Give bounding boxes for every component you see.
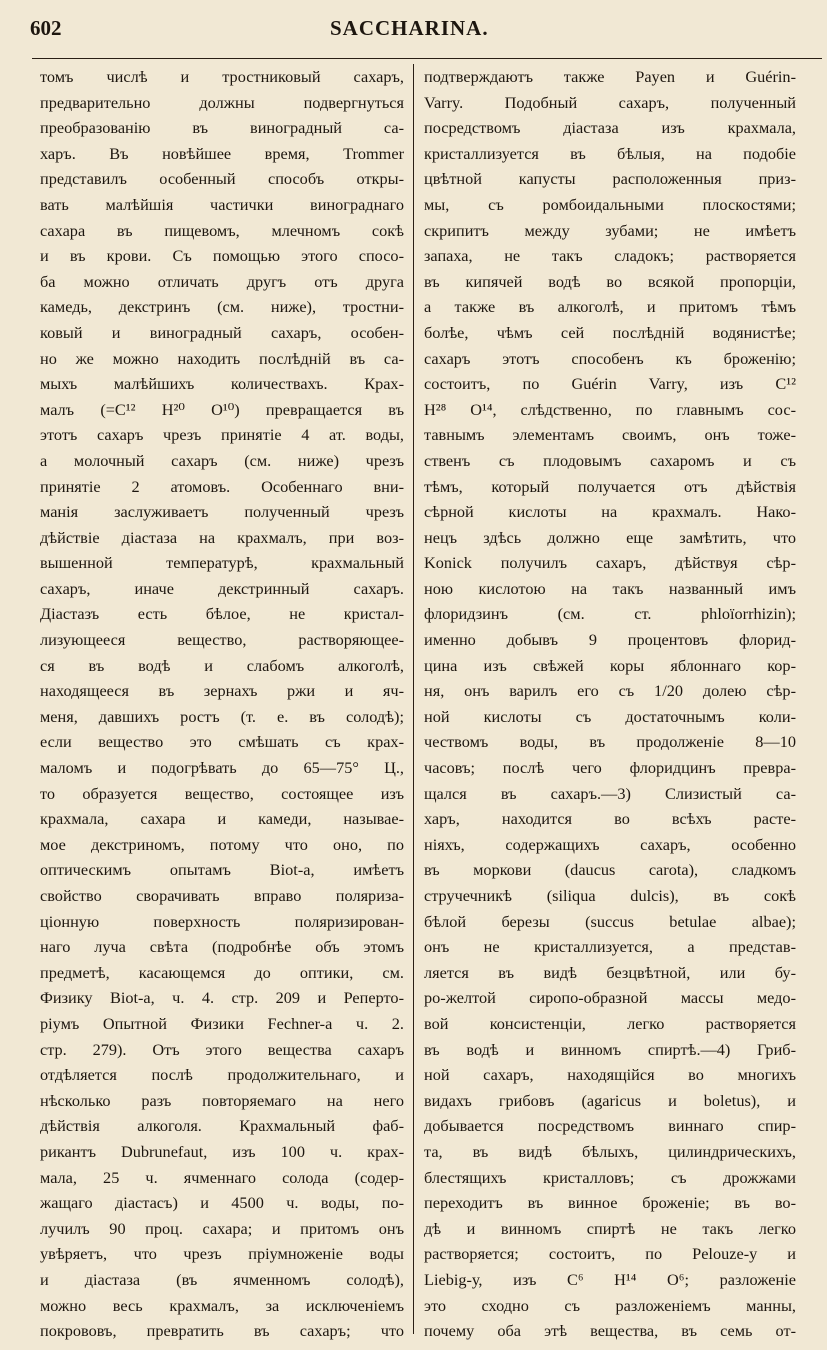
text-line: ціонную поверхность поляризирован- [40, 911, 404, 931]
text-line: въ водѣ и винномъ спиртѣ.—4) Гриб- [424, 1039, 796, 1059]
text-line: переходитъ въ винное броженіе; въ во- [424, 1193, 796, 1213]
text-line: мала, 25 ч. ячменнаго солода (содер- [40, 1167, 404, 1187]
right-text-column [424, 64, 796, 1344]
text-line: Діастазъ есть бѣлое, не кристал- [40, 604, 404, 624]
text-line: та, въ видѣ бѣлыхъ, цилиндрическихъ, [424, 1141, 796, 1161]
text-line: тѣмъ, который получается отъ дѣйствія [424, 476, 796, 496]
left-text-column [40, 64, 404, 1344]
text-line: въ кипячей водѣ во всякой пропорціи, [424, 271, 796, 291]
text-line: маломъ и подогрѣвать до 65—75° Ц., [40, 758, 404, 778]
text-line: болѣе, чѣмъ сей послѣдній водянистѣе; [424, 322, 796, 342]
text-line: покрововъ, превратить въ сахаръ; что [40, 1321, 404, 1341]
text-line: ріумъ Опытной Физики Fechner-а ч. 2. [40, 1013, 404, 1033]
text-line: ро-желтой сиропо-образной массы медо- [424, 988, 796, 1008]
text-line: камедь, декстринъ (см. ниже), тростни- [40, 297, 404, 317]
text-line: ніяхъ, содержащихъ сахаръ, особенно [424, 834, 796, 854]
text-line: ной сахаръ, находящійся во многихъ [424, 1065, 796, 1085]
text-line: мое декстриномъ, потому что оно, по [40, 834, 404, 854]
text-line: предварительно должны подвергнуться [40, 92, 404, 112]
text-line: свойство сворачивать вправо поляриза- [40, 886, 404, 905]
text-line: Konick получилъ сахаръ, дѣйствуя сѣр- [424, 553, 796, 573]
text-line: ляется въ видѣ безцвѣтной, или бу- [424, 962, 796, 982]
text-line: добывается посредствомъ виннаго спир- [424, 1116, 796, 1136]
text-line: цвѣтной капусты расположенныя приз- [424, 169, 796, 189]
text-line: въ моркови (daucus carota), сладкомъ [424, 860, 796, 880]
text-line: стручечникѣ (siliqua dulcis), въ сокѣ [424, 886, 796, 905]
text-line: тавнымъ элементамъ своимъ, онъ тоже- [424, 425, 796, 445]
text-line: представилъ особенный способъ откры- [40, 169, 404, 189]
text-line: а также въ алкоголѣ, и притомъ тѣмъ [424, 297, 796, 317]
text-line: бѣлой березы (succus betulae albae); [424, 911, 796, 931]
text-line: наго луча свѣта (подробнѣе объ этомъ [40, 937, 404, 957]
text-line: посредствомъ діастаза изъ крахмала, [424, 118, 796, 138]
text-line: подтверждаютъ также Payen и Guérin- [424, 67, 796, 86]
text-line: почему оба этѣ вещества, въ семь от- [424, 1321, 796, 1341]
text-line: крахмала, сахара и камеди, называе- [40, 809, 404, 829]
text-line: жащаго діастасъ) и 4500 ч. воды, по- [40, 1193, 404, 1213]
text-line: именно добывъ 9 процентовъ флорид- [424, 630, 796, 650]
text-line: и діастаза (въ ячменномъ солодѣ), [40, 1269, 404, 1289]
text-line: харъ. Въ новѣйшее время, Trommer [40, 143, 404, 163]
text-line: оптическимъ опытамъ Biot-а, имѣетъ [40, 860, 404, 880]
text-line: если вещество это смѣшать съ крах- [40, 732, 404, 752]
text-line: это сходно съ разложеніемъ манны, [424, 1295, 796, 1315]
page-number: 602 [30, 16, 62, 40]
text-line: предметѣ, касающемся до оптики, см. [40, 962, 404, 982]
text-line: лучилъ 90 проц. сахара; и притомъ онъ [40, 1218, 404, 1238]
text-line: меня, давшихъ ростъ (т. е. въ солодѣ); [40, 706, 404, 726]
text-line: рикантъ Dubrunefaut, изъ 100 ч. крах- [40, 1141, 404, 1161]
text-line: малъ (=C¹² H²⁰ O¹⁰) превращается въ [40, 399, 404, 419]
text-line: лизующееся вещество, растворяющее- [40, 630, 404, 650]
text-line: растворяется; состоитъ, по Pelouze-у и [424, 1244, 796, 1264]
text-line: ственъ съ плодовымъ сахаромъ и съ [424, 450, 796, 470]
header-rule [32, 58, 822, 59]
text-line: вать малѣйшія частички винограднаго [40, 194, 404, 214]
text-line: часовъ; послѣ чего флоридцинъ превра- [424, 758, 796, 778]
text-line: и въ крови. Съ помощью этого спосо- [40, 246, 404, 266]
text-line: сѣрной кислоты на крахмалъ. Нако- [424, 502, 796, 522]
text-line: ся въ водѣ и слабомъ алкоголѣ, [40, 655, 404, 675]
text-line: цина изъ свѣжей коры яблоннаго кор- [424, 655, 796, 675]
text-line: чествомъ воды, въ продолженіе 8—10 [424, 732, 796, 752]
text-line: Физику Biot-а, ч. 4. стр. 209 и Реперто- [40, 988, 404, 1008]
text-line: ной кислоты съ достаточнымъ коли- [424, 706, 796, 726]
text-line: Varry. Подобный сахаръ, полученный [424, 92, 796, 112]
text-line: запаха, не такъ сладокъ; растворяется [424, 246, 796, 266]
column-divider [413, 64, 414, 1334]
running-title: SACCHARINA. [330, 16, 489, 40]
text-line: блестящихъ кристалловъ; съ дрожжами [424, 1167, 796, 1187]
text-line: состоитъ, по Guérin Varry, изъ C¹² [424, 374, 796, 394]
text-line: ною кислотою на такъ названный имъ [424, 578, 796, 598]
text-line: находящееся въ зернахъ ржи и яч- [40, 681, 404, 701]
text-line: но же можно находить послѣдній въ са- [40, 348, 404, 368]
text-line: видахъ грибовъ (agaricus и boletus), и [424, 1090, 796, 1110]
text-line: ковый и виноградный сахаръ, особен- [40, 322, 404, 342]
text-line: дѣйствія алкоголя. Крахмальный фаб- [40, 1116, 404, 1136]
text-line: стр. 279). Отъ этого вещества сахаръ [40, 1039, 404, 1059]
text-line: то образуется вещество, состоящее изъ [40, 783, 404, 803]
page-header [30, 16, 790, 50]
text-line: а молочный сахаръ (см. ниже) чрезъ [40, 450, 404, 470]
text-line: этотъ сахаръ чрезъ принятіе 4 ат. воды, [40, 425, 404, 445]
text-line: щался въ сахаръ.—3) Слизистый са- [424, 783, 796, 803]
text-line: онъ не кристаллизуется, а представ- [424, 937, 796, 957]
text-line: принятіе 2 атомовъ. Особеннаго вни- [40, 476, 404, 496]
text-line: дѣйствіе діастаза на крахмалъ, при воз- [40, 527, 404, 547]
text-line: можно весь крахмалъ, за исключеніемъ [40, 1295, 404, 1315]
text-line: ня, онъ варилъ его съ 1/20 долею сѣр- [424, 681, 796, 701]
text-line: манія заслуживаетъ полученный чрезъ [40, 502, 404, 522]
text-line: мы, съ ромбоидальными плоскостями; [424, 194, 796, 214]
text-line: сахара въ пищевомъ, млечномъ сокѣ [40, 220, 404, 240]
text-line: вышенной температурѣ, крахмальный [40, 553, 404, 573]
text-line: увѣряетъ, что чрезъ пріумноженіе воды [40, 1244, 404, 1264]
text-line: Liebig-у, изъ C⁶ H¹⁴ O⁶; разложеніе [424, 1269, 796, 1289]
text-line: кристаллизуется въ бѣлыя, на подобіе [424, 143, 796, 163]
text-line: харъ, находится во всѣхъ расте- [424, 809, 796, 829]
text-line: сахаръ этотъ способенъ къ броженію; [424, 348, 796, 368]
text-line: скрипитъ между зубами; не имѣетъ [424, 220, 796, 240]
text-line: преобразованію въ виноградный са- [40, 118, 404, 138]
text-line: мыхъ малѣйшихъ количествахъ. Крах- [40, 374, 404, 394]
text-line: сахаръ, иначе декстринный сахаръ. [40, 578, 404, 598]
text-line: нецъ здѣсь должно еще замѣтить, что [424, 527, 796, 547]
text-line: дѣ и винномъ спиртѣ не такъ легко [424, 1218, 796, 1238]
text-line: нѣсколько разъ повторяемаго на него [40, 1090, 404, 1110]
text-line: H²⁸ O¹⁴, слѣдственно, по главнымъ сос- [424, 399, 796, 419]
text-line: флоридзинъ (см. ст. phloïorrhizin); [424, 604, 796, 624]
text-line: отдѣляется послѣ продолжительнаго, и [40, 1065, 404, 1085]
text-line: вой консистенціи, легко растворяется [424, 1013, 796, 1033]
text-line: томъ числѣ и тростниковый сахаръ, [40, 67, 404, 86]
text-line: ба можно отличать другъ отъ друга [40, 271, 404, 291]
